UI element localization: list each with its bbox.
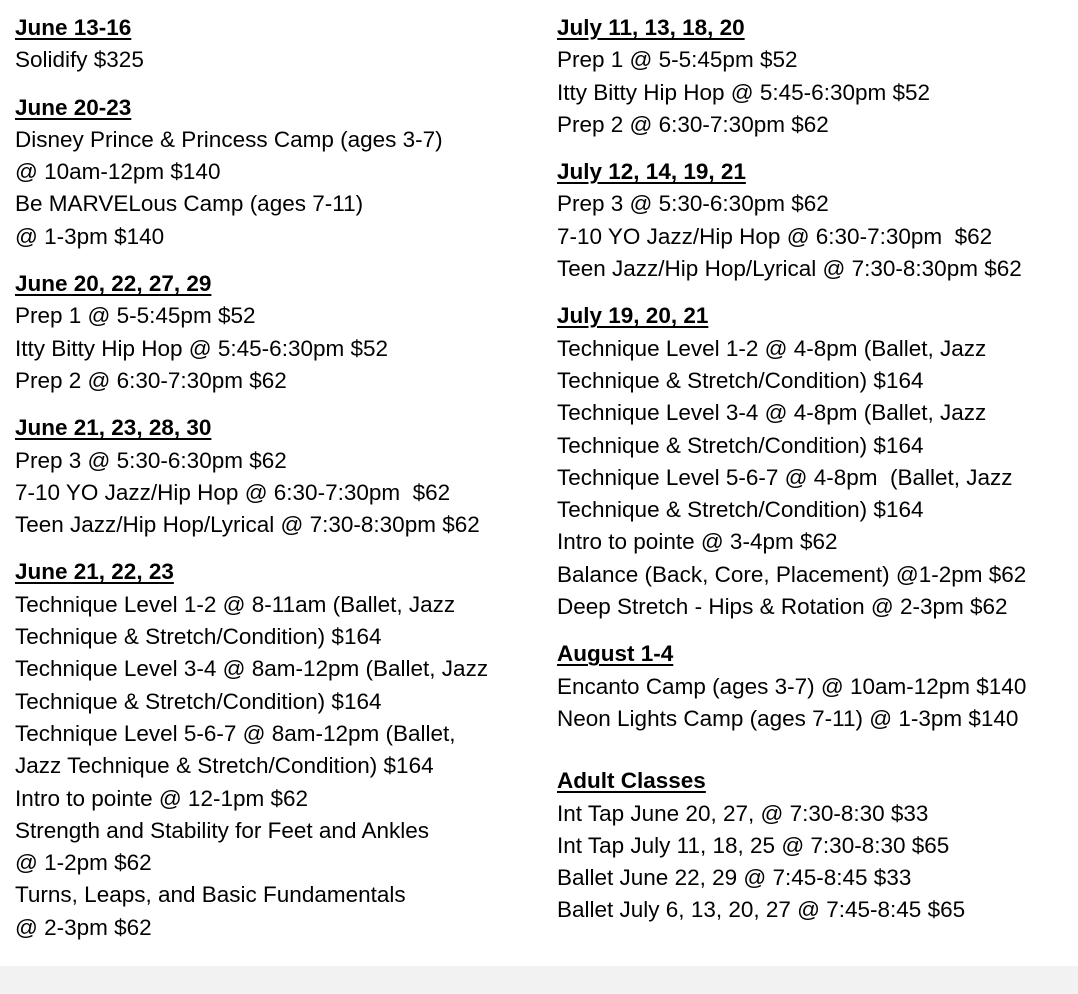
- class-entry-line: Jazz Technique & Stretch/Condition) $164: [15, 753, 434, 779]
- schedule-section: [557, 12, 1072, 141]
- class-entry-line: Teen Jazz/Hip Hop/Lyrical @ 7:30-8:30pm $62: [557, 256, 1022, 282]
- class-entry-line: Technique Level 3-4 @ 8am-12pm (Ballet, Jazz: [15, 656, 489, 682]
- schedule-section: [15, 268, 540, 397]
- class-entry-line: Technique Level 5-6-7 @ 4-8pm (Ballet, Jazz: [557, 464, 1013, 490]
- class-entry-line: Int Tap June 20, 27, @ 7:30-8:30 $33: [557, 800, 929, 826]
- section-title: June 21, 22, 23: [15, 559, 174, 585]
- class-entry-line: Int Tap July 11, 18, 25 @ 7:30-8:30 $65: [557, 832, 950, 858]
- class-entry-line: Solidify $325: [15, 47, 144, 73]
- section-title: June 20-23: [15, 94, 132, 120]
- section-title: June 21, 23, 28, 30: [15, 415, 212, 441]
- class-entry-line: Prep 1 @ 5-5:45pm $52: [15, 303, 256, 329]
- class-entry-line: @ 2-3pm $62: [15, 914, 152, 940]
- class-entry-line: Technique Level 1-2 @ 8-11am (Ballet, Jazz: [15, 591, 456, 617]
- class-entry-line: Strength and Stability for Feet and Ankles: [15, 817, 429, 843]
- class-entry-line: Intro to pointe @ 3-4pm $62: [557, 529, 838, 555]
- class-entry-line: Technique & Stretch/Condition) $164: [15, 624, 382, 650]
- schedule-section: [557, 156, 1072, 285]
- schedule-section: [15, 412, 540, 541]
- class-entry-line: Balance (Back, Core, Placement) @1-2pm $62: [557, 561, 1027, 587]
- class-entry-line: Technique & Stretch/Condition) $164: [557, 432, 924, 458]
- class-entry-line: @ 1-3pm $140: [15, 223, 165, 249]
- schedule-section: [15, 556, 540, 944]
- class-entry-line: Deep Stretch - Hips & Rotation @ 2-3pm $62: [557, 594, 1008, 620]
- class-entry-line: Turns, Leaps, and Basic Fundamentals: [15, 882, 406, 908]
- section-title: July 19, 20, 21: [557, 303, 709, 329]
- class-entry-line: Intro to pointe @ 12-1pm $62: [15, 785, 309, 811]
- class-entry-line: @ 1-2pm $62: [15, 850, 152, 876]
- class-entry-line: Prep 3 @ 5:30-6:30pm $62: [557, 191, 829, 217]
- class-entry-line: Prep 2 @ 6:30-7:30pm $62: [557, 111, 829, 137]
- section-title: July 11, 13, 18, 20: [557, 15, 745, 40]
- class-entry-line: Disney Prince & Princess Camp (ages 3-7): [15, 126, 443, 152]
- schedule-section: [557, 638, 1072, 735]
- class-entry-line: Itty Bitty Hip Hop @ 5:45-6:30pm $52: [557, 79, 931, 105]
- class-entry-line: 7-10 YO Jazz/Hip Hop @ 6:30-7:30pm $62: [15, 479, 451, 505]
- class-entry-line: Technique Level 1-2 @ 4-8pm (Ballet, Jazz: [557, 335, 987, 361]
- class-entry-line: Technique Level 5-6-7 @ 8am-12pm (Ballet,: [15, 720, 456, 746]
- class-entry-line: Ballet June 22, 29 @ 7:45-8:45 $33: [557, 865, 912, 891]
- section-title: Adult Classes: [557, 768, 706, 794]
- schedule-section: [15, 92, 540, 253]
- section-title: June 13-16: [15, 15, 132, 40]
- class-entry-line: Prep 1 @ 5-5:45pm $52: [557, 47, 798, 73]
- schedule-section: [557, 300, 1072, 623]
- class-entry-line: @ 10am-12pm $140: [15, 159, 221, 185]
- class-entry-line: 7-10 YO Jazz/Hip Hop @ 6:30-7:30pm $62: [557, 223, 993, 249]
- section-title: July 12, 14, 19, 21: [557, 159, 746, 185]
- schedule-section: [15, 12, 540, 77]
- class-entry-line: Technique & Stretch/Condition) $164: [557, 497, 924, 523]
- class-entry-line: Technique & Stretch/Condition) $164: [557, 367, 924, 393]
- class-entry-line: Neon Lights Camp (ages 7-11) @ 1-3pm $140: [557, 705, 1019, 731]
- class-entry-line: Teen Jazz/Hip Hop/Lyrical @ 7:30-8:30pm $62: [15, 512, 480, 538]
- class-entry-line: Encanto Camp (ages 3-7) @ 10am-12pm $140: [557, 673, 1027, 699]
- class-entry-line: Technique & Stretch/Condition) $164: [15, 688, 382, 714]
- class-entry-line: Itty Bitty Hip Hop @ 5:45-6:30pm $52: [15, 335, 389, 361]
- schedule-section: [557, 765, 1072, 926]
- schedule-right-column: [557, 12, 1072, 942]
- section-title: June 20, 22, 27, 29: [15, 271, 212, 297]
- section-title: August 1-4: [557, 641, 674, 667]
- schedule-left-column: [15, 12, 540, 959]
- class-entry-line: Ballet July 6, 13, 20, 27 @ 7:45-8:45 $65: [557, 897, 966, 923]
- class-entry-line: Prep 3 @ 5:30-6:30pm $62: [15, 447, 287, 473]
- class-entry-line: Be MARVELous Camp (ages 7-11): [15, 191, 364, 217]
- class-entry-line: Technique Level 3-4 @ 4-8pm (Ballet, Jazz: [557, 400, 987, 426]
- page-bottom-edge: [0, 966, 1078, 994]
- class-entry-line: Prep 2 @ 6:30-7:30pm $62: [15, 367, 287, 393]
